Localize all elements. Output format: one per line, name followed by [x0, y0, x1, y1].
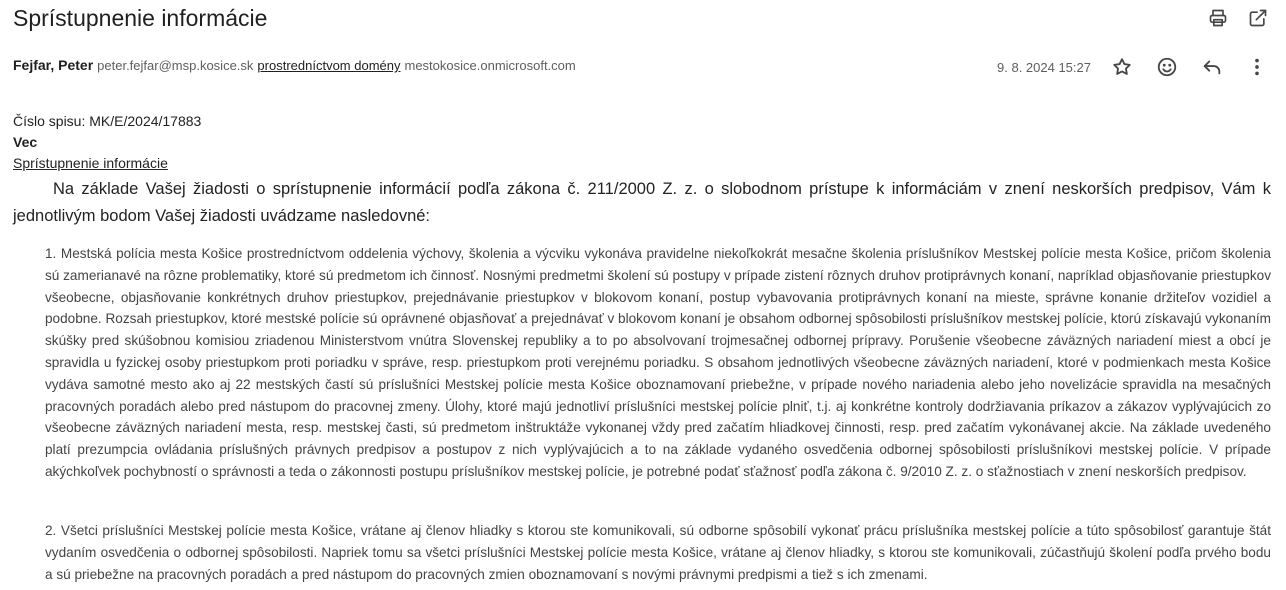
paragraph-2: 2. Všetci príslušníci Mestskej polície mesta Košice, vrátane aj členov hliadky s ktorou ste komunikovali, sú odborne spôsobilí vykonať prácu príslušníka mestskej polície a túto spôsobilosť garantuje štát vydaním osvedčenia o odbornej spôsobilosti. Napriek tomu sa všetci príslušníci Mestskej polície mesta Košice, vrátane aj členov hliadky, s ktorou ste komunikovali, zúčastňujú školení podľa prvého bodu a sú priebežne na pracovných poradách a pred nástupom do pracovných zmien oboznamovaní s novými právnymi predpismi a tiež s ich zmenami.: [45, 523, 1271, 582]
reply-icon[interactable]: [1199, 54, 1225, 80]
via-domain: mestokosice.onmicrosoft.com: [404, 58, 576, 73]
message-date: 9. 8. 2024 15:27: [997, 59, 1091, 75]
via-domain-link[interactable]: prostredníctvom domény: [257, 58, 401, 73]
subject-actions: [1206, 6, 1270, 30]
printer-icon[interactable]: [1206, 6, 1230, 30]
email-subject: Sprístupnenie informácie: [13, 5, 268, 31]
vec-link[interactable]: Sprístupnenie informácie: [13, 155, 168, 171]
message-actions: [997, 54, 1270, 80]
star-icon[interactable]: [1109, 54, 1135, 80]
more-vertical-icon[interactable]: [1244, 54, 1270, 80]
sender-email: peter.fejfar@msp.kosice.sk: [97, 58, 254, 73]
emoji-icon[interactable]: [1154, 54, 1180, 80]
sender-info: [13, 57, 576, 77]
open-in-new-window-icon[interactable]: [1246, 6, 1270, 30]
intro-paragraph: Na základe Vašej žiadosti o sprístupnenie informácií podľa zákona č. 211/2000 Z. z. o slobodnom prístupe k informáciám v znení neskorších predpisov, Vám k jednotlivým bodom Vašej žiadosti uvádzame nasledovné:: [13, 180, 1271, 225]
email-header-block: [13, 111, 1273, 174]
paragraph-1: 1. Mestská polícia mesta Košice prostredníctvom oddelenia výchovy, školenia a výcviku vykonáva pravidelne niekoľkokrát mesačne školenia príslušníkov Mestskej polície mesta Košice, pričom školenia sú zamerianavé na rôzne problematiky, ktoré sú predmetom ich činnosť. Nosnými predmetmi školení sú postupy v prípade zistení rôznych druhov protiprávnych konaní, napríklad objasňovanie priestupkov všeobecne, objasňovanie konkrétnych druhov priestupkov, prejednávanie priestupkov v blokovom konaní, postup vybavovania protiprávnych konaní na mieste, správne konanie držiteľov vozidiel a podobne. Rozsah priestupkov, ktoré mestské polície sú oprávnené objasňovať a prejednávať v blokovom konaní je obsahom odbornej spôsobilosti príslušníkov mestskej polície, ktorú získavajú vykonaním skúšky pred skúšobnou komisiou zriadenou Ministerstvom vnútra Slovenskej republiky a to po absolvovaní trojmesačnej odbornej prípravy. Porušenie všeobecne záväzných nariadení miest a obcí je spravidla u fyzickej osoby priestupkom proti poriadku v správe, resp. priestupkom proti verejnému poriadku. S obsahom jednotlivých všeobecne záväzných nariadení, ktoré v podmienkach mesta Košice vydáva samotné mesto ako aj 22 mestských častí sú príslušníci Mestskej polície mesta Košice oboznamovaní priebežne, v prípade nového nariadenia alebo jeho novelizácie spravidla na mesačných pracovných poradách alebo pred nástupom do pracovnej zmeny. Úlohy, ktoré majú jednotliví príslušníci mestskej polície plniť, t.j. aj konkrétne kontroly dodržiavania príkazov a zákazov vyplývajúcich zo všeobecne záväzných nariadení mesta, resp. mestskej časti, sú predmetom inštruktáže vykonanej vždy pred začatím hliadkovej činnosti, resp. pred začatím vykonávanej akcie. Na základe uvedeného platí prezumpcia ovládania príslušných právnych predpisov a postupov z nich vyplývajúcich a to na základe vydaného osvedčenia odbornej spôsobilosti príslušníkovi mestskej polície. V prípade akýchkoľvek pochybností o správnosti a teda o zákonnosti postupu príslušníkov mestskej polície, je potrebné podať sťažnosť podľa zákona č. 9/2010 Z. z. o sťažnostiach v znení neskorších predpisov.: [45, 246, 1271, 479]
file-number: Číslo spisu: MK/E/2024/17883: [13, 113, 202, 129]
sender-name: Fejfar, Peter: [13, 57, 94, 73]
vec-label: Vec: [13, 134, 38, 150]
